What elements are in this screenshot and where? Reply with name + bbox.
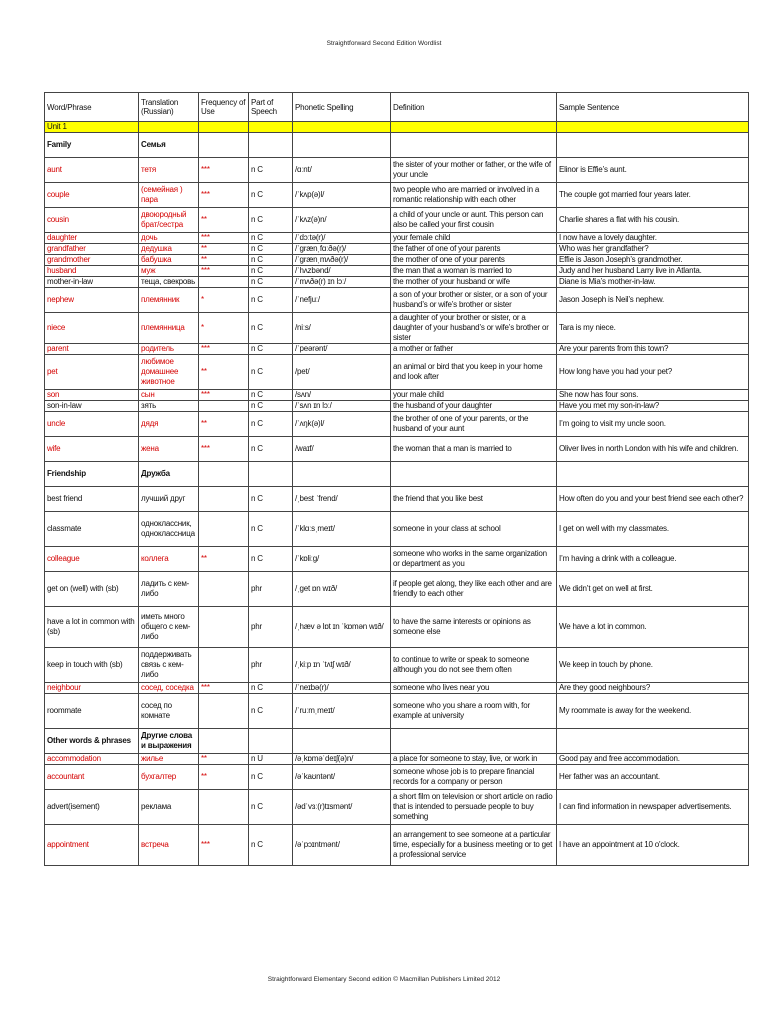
table-row <box>45 754 749 765</box>
phonetic-cell: /ˈdɔːtə(r)/ <box>293 233 391 244</box>
table-row <box>45 607 749 648</box>
part-of-speech-cell: n C <box>249 233 293 244</box>
empty-cell <box>557 133 749 158</box>
translation-cell: дедушка <box>139 244 199 255</box>
table-row <box>45 401 749 412</box>
phonetic-cell: /ˈkʌp(ə)l/ <box>293 183 391 208</box>
phonetic-cell: /ˈkʌz(ə)n/ <box>293 208 391 233</box>
translation-cell: племянница <box>139 313 199 344</box>
sample-sentence-cell: I have an appointment at 10 o'clock. <box>557 825 749 866</box>
word-cell: wife <box>45 437 139 462</box>
table-row <box>45 437 749 462</box>
sample-sentence-cell: I’m having a drink with a colleague. <box>557 547 749 572</box>
definition-cell: the sister of your mother or father, or the wife of your uncle <box>391 158 557 183</box>
definition-cell: two people who are married or involved in a romantic relationship with each other <box>391 183 557 208</box>
definition-cell: someone who lives near you <box>391 683 557 694</box>
definition-cell: someone who you share a room with, for example at university <box>391 694 557 729</box>
word-cell: grandfather <box>45 244 139 255</box>
word-cell: have a lot in common with (sb) <box>45 607 139 648</box>
part-of-speech-cell: n C <box>249 437 293 462</box>
frequency-cell <box>199 487 249 512</box>
frequency-cell: ** <box>199 255 249 266</box>
phonetic-cell: /ˈʌŋk(ə)l/ <box>293 412 391 437</box>
frequency-cell: *** <box>199 158 249 183</box>
word-cell: mother-in-law <box>45 277 139 288</box>
frequency-cell <box>199 512 249 547</box>
sample-sentence-cell: How long have you had your pet? <box>557 355 749 390</box>
definition-cell: a daughter of your brother or sister, or a daughter of your husband’s or wife’s brother or sister <box>391 313 557 344</box>
table-row <box>45 648 749 683</box>
empty-cell <box>293 462 391 487</box>
definition-cell: your male child <box>391 390 557 401</box>
translation-cell: тетя <box>139 158 199 183</box>
definition-cell: a son of your brother or sister, or a son of your husband’s or wife’s brother or sister <box>391 288 557 313</box>
section-title: Other words & phrases <box>45 729 139 754</box>
phonetic-cell: /ˈɡrænˌmʌðə(r)/ <box>293 255 391 266</box>
phonetic-cell: /əˈkaʊntənt/ <box>293 765 391 790</box>
word-cell: neighbour <box>45 683 139 694</box>
word-cell: parent <box>45 344 139 355</box>
translation-cell: племянник <box>139 288 199 313</box>
word-cell: daughter <box>45 233 139 244</box>
word-cell: advert(isement) <box>45 790 139 825</box>
part-of-speech-cell: n U <box>249 754 293 765</box>
table-row <box>45 158 749 183</box>
phonetic-cell: /pet/ <box>293 355 391 390</box>
column-header: Frequency of Use <box>199 93 249 122</box>
table-row <box>45 390 749 401</box>
frequency-cell: ** <box>199 547 249 572</box>
section-translation: Другие слова и выражения <box>139 729 199 754</box>
translation-cell: реклама <box>139 790 199 825</box>
sample-sentence-cell: She now has four sons. <box>557 390 749 401</box>
part-of-speech-cell: n C <box>249 266 293 277</box>
definition-cell: the mother of one of your parents <box>391 255 557 266</box>
phonetic-cell: /niːs/ <box>293 313 391 344</box>
translation-cell: муж <box>139 266 199 277</box>
part-of-speech-cell: n C <box>249 412 293 437</box>
translation-cell: двоюродный брат/сестра <box>139 208 199 233</box>
empty-cell <box>391 462 557 487</box>
definition-cell: the mother of your husband or wife <box>391 277 557 288</box>
definition-cell: a mother or father <box>391 344 557 355</box>
sample-sentence-cell: Have you met my son-in-law? <box>557 401 749 412</box>
column-header: Sample Sentence <box>557 93 749 122</box>
phonetic-cell: /ˈmʌðə(r) ɪn lɔː/ <box>293 277 391 288</box>
frequency-cell: *** <box>199 825 249 866</box>
part-of-speech-cell: n C <box>249 547 293 572</box>
translation-cell: жилье <box>139 754 199 765</box>
word-cell: roommate <box>45 694 139 729</box>
phonetic-cell: /waɪf/ <box>293 437 391 462</box>
sample-sentence-cell: Are they good neighbours? <box>557 683 749 694</box>
definition-cell: a place for someone to stay, live, or work in <box>391 754 557 765</box>
frequency-cell: * <box>199 313 249 344</box>
phonetic-cell: /ˈsʌn ɪn lɔː/ <box>293 401 391 412</box>
section-translation: Семья <box>139 133 199 158</box>
table-row <box>45 208 749 233</box>
sample-sentence-cell: Tara is my niece. <box>557 313 749 344</box>
phonetic-cell: /ˈruːmˌmeɪt/ <box>293 694 391 729</box>
frequency-cell: *** <box>199 233 249 244</box>
definition-cell: to have the same interests or opinions as someone else <box>391 607 557 648</box>
empty-cell <box>557 462 749 487</box>
frequency-cell: *** <box>199 344 249 355</box>
word-cell: husband <box>45 266 139 277</box>
translation-cell: бабушка <box>139 255 199 266</box>
column-header: Part of Speech <box>249 93 293 122</box>
definition-cell: someone in your class at school <box>391 512 557 547</box>
translation-cell: одноклассник, одноклассница <box>139 512 199 547</box>
empty-cell <box>199 133 249 158</box>
definition-cell: an arrangement to see someone at a particular time, especially for a business meeting or to get a professional service <box>391 825 557 866</box>
table-row <box>45 277 749 288</box>
part-of-speech-cell: n C <box>249 277 293 288</box>
translation-cell: встреча <box>139 825 199 866</box>
section-row <box>45 729 749 754</box>
frequency-cell <box>199 694 249 729</box>
sample-sentence-cell: I’m going to visit my uncle soon. <box>557 412 749 437</box>
frequency-cell <box>199 790 249 825</box>
sample-sentence-cell: I get on well with my classmates. <box>557 512 749 547</box>
empty-cell <box>557 729 749 754</box>
table-header <box>45 93 749 122</box>
translation-cell: дочь <box>139 233 199 244</box>
part-of-speech-cell: n C <box>249 244 293 255</box>
definition-cell: a short film on television or short article on radio that is intended to persuade people to buy something <box>391 790 557 825</box>
phonetic-cell: /ədˈvɜː(r)tɪsmənt/ <box>293 790 391 825</box>
definition-cell: the husband of your daughter <box>391 401 557 412</box>
word-cell: classmate <box>45 512 139 547</box>
section-title: Family <box>45 133 139 158</box>
definition-cell: someone whose job is to prepare financial records for a company or person <box>391 765 557 790</box>
word-cell: son <box>45 390 139 401</box>
table-row <box>45 355 749 390</box>
part-of-speech-cell: n C <box>249 790 293 825</box>
table-row <box>45 313 749 344</box>
word-cell: get on (well) with (sb) <box>45 572 139 607</box>
empty-cell <box>199 729 249 754</box>
part-of-speech-cell: n C <box>249 208 293 233</box>
translation-cell: любимое домашнее животное <box>139 355 199 390</box>
frequency-cell: *** <box>199 183 249 208</box>
word-cell: accommodation <box>45 754 139 765</box>
table-row <box>45 512 749 547</box>
table-row <box>45 183 749 208</box>
part-of-speech-cell: n C <box>249 765 293 790</box>
table-row <box>45 487 749 512</box>
table-row <box>45 288 749 313</box>
section-title: Friendship <box>45 462 139 487</box>
translation-cell: бухгалтер <box>139 765 199 790</box>
phonetic-cell: /ˌkiːp ɪn ˈtʌtʃ wɪð/ <box>293 648 391 683</box>
word-cell: accountant <box>45 765 139 790</box>
page-header: Straightforward Second Edition Wordlist <box>326 40 442 47</box>
table-row <box>45 825 749 866</box>
translation-cell: жена <box>139 437 199 462</box>
word-cell: uncle <box>45 412 139 437</box>
part-of-speech-cell: n C <box>249 288 293 313</box>
frequency-cell: *** <box>199 390 249 401</box>
phonetic-cell: /ˈhʌzbənd/ <box>293 266 391 277</box>
translation-cell: дядя <box>139 412 199 437</box>
sample-sentence-cell: Are your parents from this town? <box>557 344 749 355</box>
sample-sentence-cell: Elinor is Effie’s aunt. <box>557 158 749 183</box>
definition-cell: the woman that a man is married to <box>391 437 557 462</box>
frequency-cell <box>199 401 249 412</box>
sample-sentence-cell: My roommate is away for the weekend. <box>557 694 749 729</box>
part-of-speech-cell: n C <box>249 158 293 183</box>
empty-cell <box>293 133 391 158</box>
sample-sentence-cell: We keep in touch by phone. <box>557 648 749 683</box>
part-of-speech-cell: phr <box>249 648 293 683</box>
frequency-cell: ** <box>199 754 249 765</box>
page-footer: Straightforward Elementary Second edition © Macmillan Publishers Limited 2012 <box>267 976 501 983</box>
section-row <box>45 462 749 487</box>
phonetic-cell: /ˈɡrænˌfɑːðə(r)/ <box>293 244 391 255</box>
part-of-speech-cell: n C <box>249 355 293 390</box>
table-row <box>45 266 749 277</box>
phonetic-cell: /ɑːnt/ <box>293 158 391 183</box>
phonetic-cell: /ˈklɑːsˌmeɪt/ <box>293 512 391 547</box>
definition-cell: to continue to write or speak to someone although you do not see them often <box>391 648 557 683</box>
definition-cell: the father of one of your parents <box>391 244 557 255</box>
table-row <box>45 694 749 729</box>
table-row <box>45 765 749 790</box>
table-row <box>45 572 749 607</box>
part-of-speech-cell: n C <box>249 487 293 512</box>
definition-cell: if people get along, they like each other and are friendly to each other <box>391 572 557 607</box>
translation-cell: ладить с кем-либо <box>139 572 199 607</box>
definition-cell: an animal or bird that you keep in your home and look after <box>391 355 557 390</box>
part-of-speech-cell: phr <box>249 607 293 648</box>
phonetic-cell: /ˌɡet ɒn wɪð/ <box>293 572 391 607</box>
table-row <box>45 255 749 266</box>
column-header: Definition <box>391 93 557 122</box>
frequency-cell <box>199 648 249 683</box>
word-cell: cousin <box>45 208 139 233</box>
phonetic-cell: /ˌbest ˈfrend/ <box>293 487 391 512</box>
empty-cell <box>249 462 293 487</box>
sample-sentence-cell: The couple got married four years later. <box>557 183 749 208</box>
frequency-cell: *** <box>199 266 249 277</box>
part-of-speech-cell: n C <box>249 683 293 694</box>
translation-cell: лучший друг <box>139 487 199 512</box>
phonetic-cell: /əˈpɔɪntmənt/ <box>293 825 391 866</box>
phonetic-cell: /əˌkɒməˈdeɪʃ(ə)n/ <box>293 754 391 765</box>
table-row <box>45 790 749 825</box>
empty-cell <box>293 729 391 754</box>
translation-cell: теща, свекровь <box>139 277 199 288</box>
sample-sentence-cell: Good pay and free accommodation. <box>557 754 749 765</box>
empty-cell <box>249 133 293 158</box>
table-row <box>45 344 749 355</box>
sample-sentence-cell: Her father was an accountant. <box>557 765 749 790</box>
translation-cell: поддерживать связь с кем-либо <box>139 648 199 683</box>
word-cell: grandmother <box>45 255 139 266</box>
column-header: Translation (Russian) <box>139 93 199 122</box>
definition-cell: the brother of one of your parents, or the husband of your aunt <box>391 412 557 437</box>
empty-cell <box>199 462 249 487</box>
frequency-cell: ** <box>199 412 249 437</box>
frequency-cell: *** <box>199 683 249 694</box>
part-of-speech-cell: n C <box>249 344 293 355</box>
section-row <box>45 133 749 158</box>
word-cell: son-in-law <box>45 401 139 412</box>
wordlist-table <box>44 92 749 866</box>
sample-sentence-cell: I now have a lovely daughter. <box>557 233 749 244</box>
frequency-cell: ** <box>199 765 249 790</box>
translation-cell: родитель <box>139 344 199 355</box>
definition-cell: a child of your uncle or aunt. This person can also be called your first cousin <box>391 208 557 233</box>
part-of-speech-cell: n C <box>249 255 293 266</box>
part-of-speech-cell: n C <box>249 313 293 344</box>
word-cell: colleague <box>45 547 139 572</box>
part-of-speech-cell: n C <box>249 390 293 401</box>
phonetic-cell: /ˈkɒliːɡ/ <box>293 547 391 572</box>
definition-cell: someone who works in the same organization or department as you <box>391 547 557 572</box>
sample-sentence-cell: We didn’t get on well at first. <box>557 572 749 607</box>
translation-cell: сосед по комнате <box>139 694 199 729</box>
definition-cell: your female child <box>391 233 557 244</box>
frequency-cell: * <box>199 288 249 313</box>
part-of-speech-cell: n C <box>249 401 293 412</box>
sample-sentence-cell: How often do you and your best friend see each other? <box>557 487 749 512</box>
sample-sentence-cell: Who was her grandfather? <box>557 244 749 255</box>
translation-cell: иметь много общего с кем-либо <box>139 607 199 648</box>
frequency-cell: ** <box>199 244 249 255</box>
translation-cell: сосед, соседка <box>139 683 199 694</box>
sample-sentence-cell: I can find information in newspaper advertisements. <box>557 790 749 825</box>
part-of-speech-cell: n C <box>249 694 293 729</box>
table-row <box>45 683 749 694</box>
unit-label: Unit 1 <box>45 122 139 133</box>
sample-sentence-cell: Charlie shares a flat with his cousin. <box>557 208 749 233</box>
frequency-cell <box>199 607 249 648</box>
column-header: Word/Phrase <box>45 93 139 122</box>
unit-row <box>45 122 749 133</box>
word-cell: nephew <box>45 288 139 313</box>
phonetic-cell: /sʌn/ <box>293 390 391 401</box>
table-row <box>45 244 749 255</box>
frequency-cell: *** <box>199 437 249 462</box>
section-translation: Дружба <box>139 462 199 487</box>
empty-cell <box>391 729 557 754</box>
part-of-speech-cell: n C <box>249 825 293 866</box>
sample-sentence-cell: Diane is Mia’s mother-in-law. <box>557 277 749 288</box>
phonetic-cell: /ˈpeərənt/ <box>293 344 391 355</box>
part-of-speech-cell: n C <box>249 512 293 547</box>
definition-cell: the man that a woman is married to <box>391 266 557 277</box>
table-row <box>45 233 749 244</box>
sample-sentence-cell: Oliver lives in north London with his wife and children. <box>557 437 749 462</box>
word-cell: couple <box>45 183 139 208</box>
word-cell: keep in touch with (sb) <box>45 648 139 683</box>
table-body <box>45 122 749 866</box>
frequency-cell <box>199 572 249 607</box>
word-cell: best friend <box>45 487 139 512</box>
table-row <box>45 547 749 572</box>
word-cell: appointment <box>45 825 139 866</box>
frequency-cell: ** <box>199 355 249 390</box>
sample-sentence-cell: We have a lot in common. <box>557 607 749 648</box>
phonetic-cell: /ˈnefjuː/ <box>293 288 391 313</box>
translation-cell: коллега <box>139 547 199 572</box>
sample-sentence-cell: Jason Joseph is Neil’s nephew. <box>557 288 749 313</box>
sample-sentence-cell: Effie is Jason Joseph’s grandmother. <box>557 255 749 266</box>
frequency-cell <box>199 277 249 288</box>
phonetic-cell: /ˌhæv ə lɒt ɪn ˈkɒmən wɪð/ <box>293 607 391 648</box>
word-cell: aunt <box>45 158 139 183</box>
empty-cell <box>391 133 557 158</box>
word-cell: niece <box>45 313 139 344</box>
part-of-speech-cell: phr <box>249 572 293 607</box>
phonetic-cell: /ˈneɪbə(r)/ <box>293 683 391 694</box>
frequency-cell: ** <box>199 208 249 233</box>
column-header: Phonetic Spelling <box>293 93 391 122</box>
translation-cell: зять <box>139 401 199 412</box>
translation-cell: сын <box>139 390 199 401</box>
empty-cell <box>249 729 293 754</box>
table-row <box>45 412 749 437</box>
sample-sentence-cell: Judy and her husband Larry live in Atlanta. <box>557 266 749 277</box>
part-of-speech-cell: n C <box>249 183 293 208</box>
word-cell: pet <box>45 355 139 390</box>
definition-cell: the friend that you like best <box>391 487 557 512</box>
translation-cell: (семейная ) пара <box>139 183 199 208</box>
